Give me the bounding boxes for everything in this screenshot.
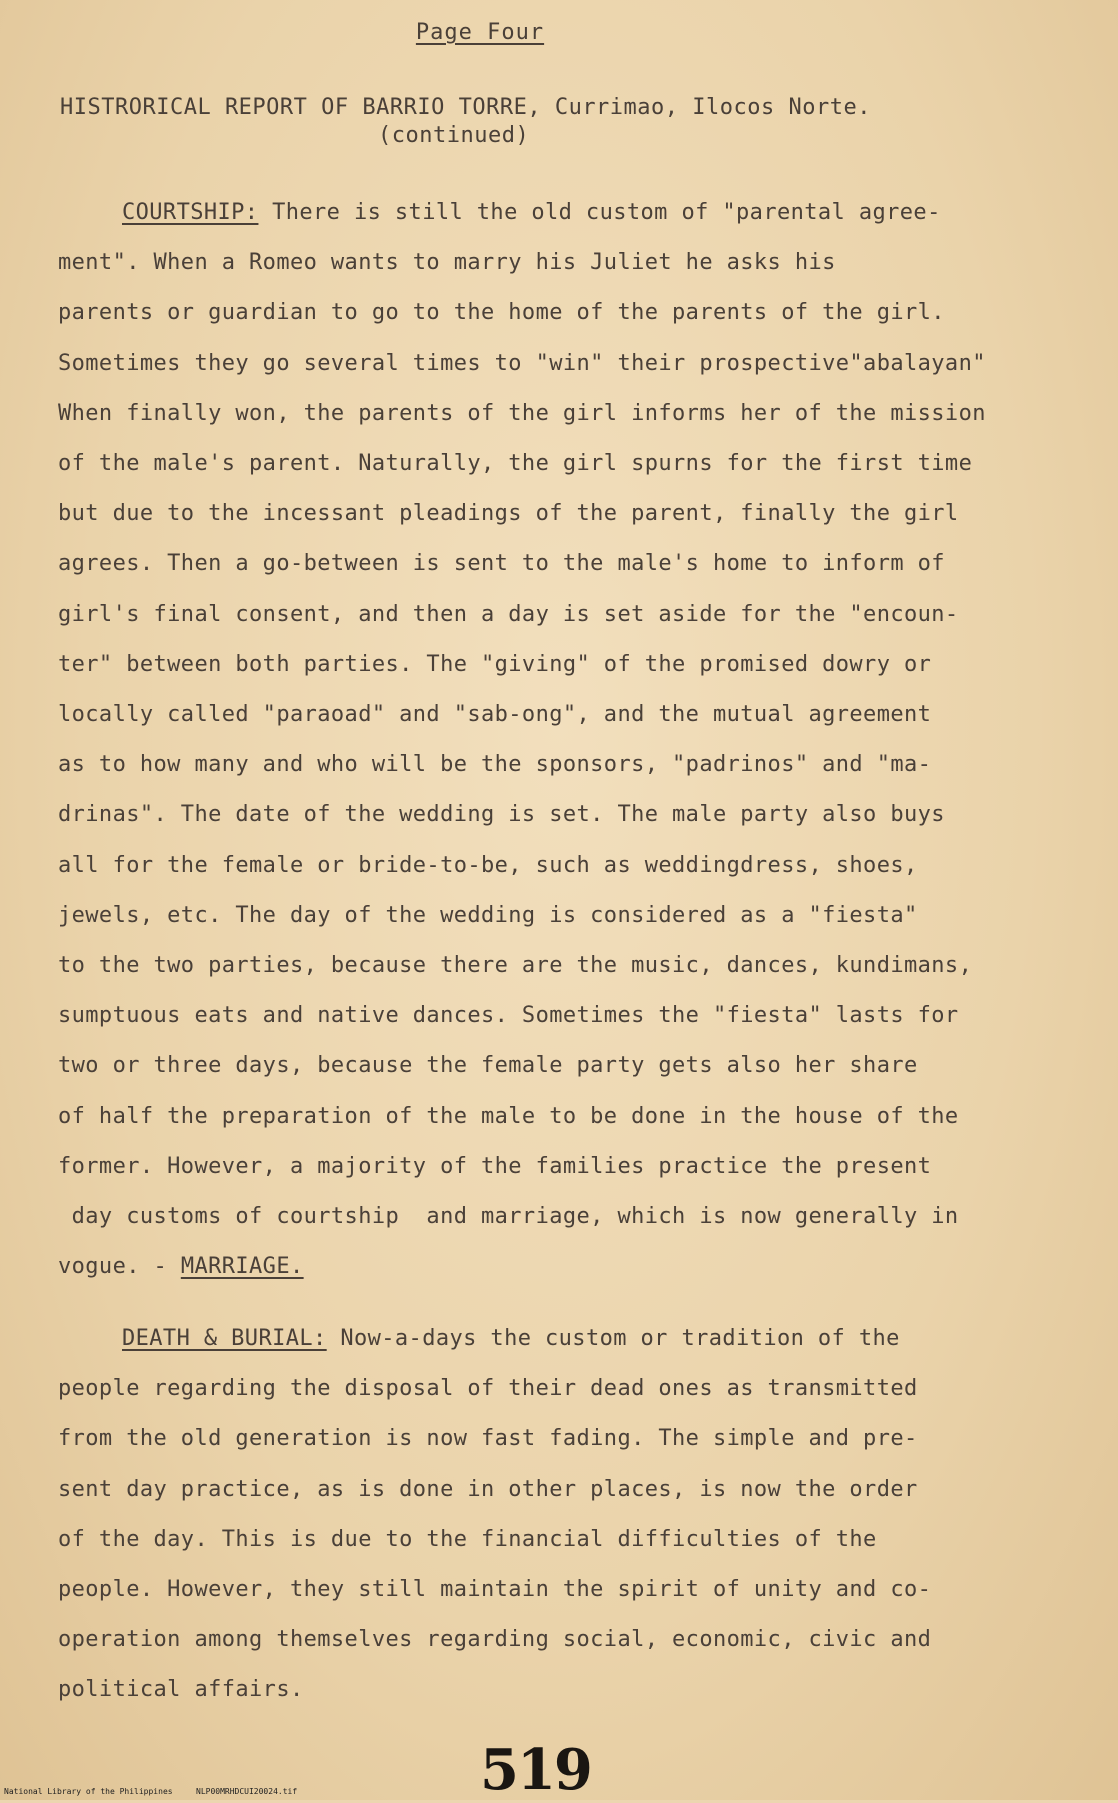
report-heading-line1: HISTRORICAL REPORT OF BARRIO TORRE, Currimao, Ilocos Norte. bbox=[60, 95, 871, 120]
courtship-first-line bbox=[58, 188, 1088, 238]
courtship-line: as to how many and who will be the sponsors, "padrinos" and "ma- bbox=[58, 752, 932, 778]
courtship-line: locally called "paraoad" and "sab-ong", and the mutual agreement bbox=[58, 702, 932, 728]
courtship-line: all for the female or bride-to-be, such as weddingdress, shoes, bbox=[58, 852, 918, 878]
courtship-line: jewels, etc. The day of the wedding is considered as a "fiesta" bbox=[58, 902, 918, 928]
death-burial-line: political affairs. bbox=[58, 1677, 304, 1703]
courtship-line: of the male's parent. Naturally, the girl spurns for the first time bbox=[58, 451, 973, 477]
death-burial-line: from the old generation is now fast fading. The simple and pre- bbox=[58, 1426, 918, 1452]
death-burial-title: DEATH & BURIAL: bbox=[122, 1326, 327, 1351]
courtship-line: drinas". The date of the wedding is set. The male party also buys bbox=[58, 802, 945, 828]
courtship-line: When finally won, the parents of the girl informs her of the mission bbox=[58, 400, 986, 426]
courtship-line: day customs of courtship and marriage, which is now generally in bbox=[58, 1204, 959, 1230]
footer-source: National Library of the Philippines bbox=[4, 1787, 173, 1796]
courtship-paragraph bbox=[58, 188, 1088, 1292]
death-burial-line: operation among themselves regarding social, economic, civic and bbox=[58, 1627, 932, 1653]
page-label bbox=[0, 20, 960, 45]
courtship-line: agrees. Then a go-between is sent to the male's home to inform of bbox=[58, 551, 945, 577]
death-burial-paragraph bbox=[58, 1314, 1088, 1716]
courtship-line: parents or guardian to go to the home of the parents of the girl. bbox=[58, 300, 945, 326]
death-burial-first-line bbox=[58, 1314, 1088, 1364]
courtship-last-line-text: vogue. - bbox=[58, 1254, 181, 1280]
courtship-line: two or three days, because the female party gets also her share bbox=[58, 1053, 918, 1079]
report-heading bbox=[60, 94, 960, 150]
courtship-title: COURTSHIP: bbox=[122, 200, 259, 225]
page-label-text: Page Four bbox=[415, 20, 545, 45]
courtship-line: former. However, a majority of the families practice the present bbox=[58, 1153, 932, 1179]
death-burial-line: of the day. This is due to the financial difficulties of the bbox=[58, 1526, 877, 1552]
death-burial-line: people regarding the disposal of their dead ones as transmitted bbox=[58, 1376, 918, 1402]
death-burial-first-line-text: Now-a-days the custom or tradition of the bbox=[326, 1326, 900, 1351]
courtship-first-line-text: There is still the old custom of "parental agree- bbox=[258, 200, 941, 225]
courtship-line: to the two parties, because there are the music, dances, kundimans, bbox=[58, 953, 973, 979]
courtship-line: ment". When a Romeo wants to marry his Juliet he asks his bbox=[58, 250, 836, 276]
death-burial-line: sent day practice, as is done in other places, is now the order bbox=[58, 1476, 918, 1502]
marriage-subheading: MARRIAGE. bbox=[180, 1254, 304, 1280]
courtship-line: sumptuous eats and native dances. Sometimes the "fiesta" lasts for bbox=[58, 1003, 959, 1029]
footer-filename: NLP00MRHDCUI20024.tif bbox=[196, 1787, 298, 1796]
courtship-line: of half the preparation of the male to be done in the house of the bbox=[58, 1103, 959, 1129]
death-burial-line: people. However, they still maintain the spirit of unity and co- bbox=[58, 1577, 932, 1603]
handwritten-page-number: 519 bbox=[480, 1737, 591, 1803]
courtship-last-line bbox=[58, 1242, 1088, 1292]
courtship-line: but due to the incessant pleadings of the parent, finally the girl bbox=[58, 501, 959, 527]
courtship-line: girl's final consent, and then a day is set aside for the "encoun- bbox=[58, 601, 959, 627]
courtship-line: ter" between both parties. The "giving" of the promised dowry or bbox=[58, 651, 932, 677]
report-heading-continued: (continued) bbox=[378, 123, 530, 148]
courtship-line: Sometimes they go several times to "win" their prospective"abalayan" bbox=[58, 350, 986, 376]
